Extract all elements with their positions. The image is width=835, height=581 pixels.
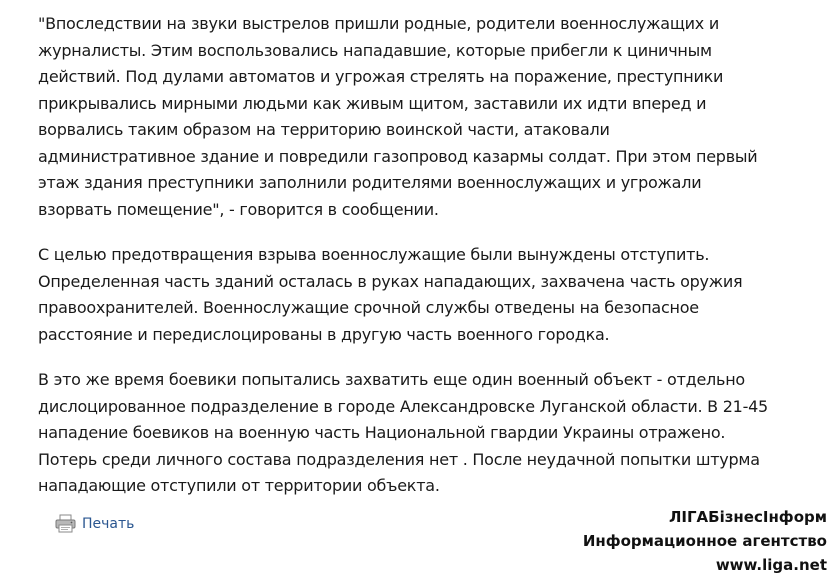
article-body	[38, 11, 835, 519]
article-paragraph-1: "Впоследствии на звуки выстрелов пришли родные, родители военнослужащих и журналисты. Этим воспользовались нападавшие, которые прибегли к циничным действий. Под дулами автоматов и угрожая стрелять на поражение, преступники прикрывались мирными людьми как живым щитом, заставили их идти вперед и ворвались таким образом на территорию воинской части, атаковали административное здание и повредили газопровод казармы солдат. При этом первый этаж здания преступники заполнили родителями военнослужащих и угрожали взорвать помещение", - говорится в сообщении.	[38, 14, 758, 219]
print-label[interactable]: Печать	[82, 515, 135, 532]
source-agency: Информационное агентство	[582, 532, 827, 550]
print-button[interactable]	[55, 514, 134, 533]
source-site: www.liga.net	[715, 556, 827, 574]
article-paragraph-2: С целью предотвращения взрыва военнослужащие были вынуждены отступить. Определенная часть зданий осталась в руках нападающих, захвачена часть оружия правоохранителей. Военнослужащие срочной службы отведены на безопасное расстояние и передислоцированы в другую часть военного городка.	[38, 245, 743, 344]
source-name: ЛІГАБізнесІнформ	[668, 508, 827, 526]
printer-icon[interactable]	[55, 514, 76, 533]
article-paragraph-3: В это же время боевики попытались захватить еще один военный объект - отдельно дислоцированное подразделение в городе Александровске Луганской области. В 21-45 нападение боевиков на военную часть Национальной гвардии Украины отражено. Потерь среди личного состава подразделения нет . После неудачной попытки штурма нападающие отступили от территории объекта.	[38, 370, 768, 495]
source-block	[583, 505, 827, 577]
